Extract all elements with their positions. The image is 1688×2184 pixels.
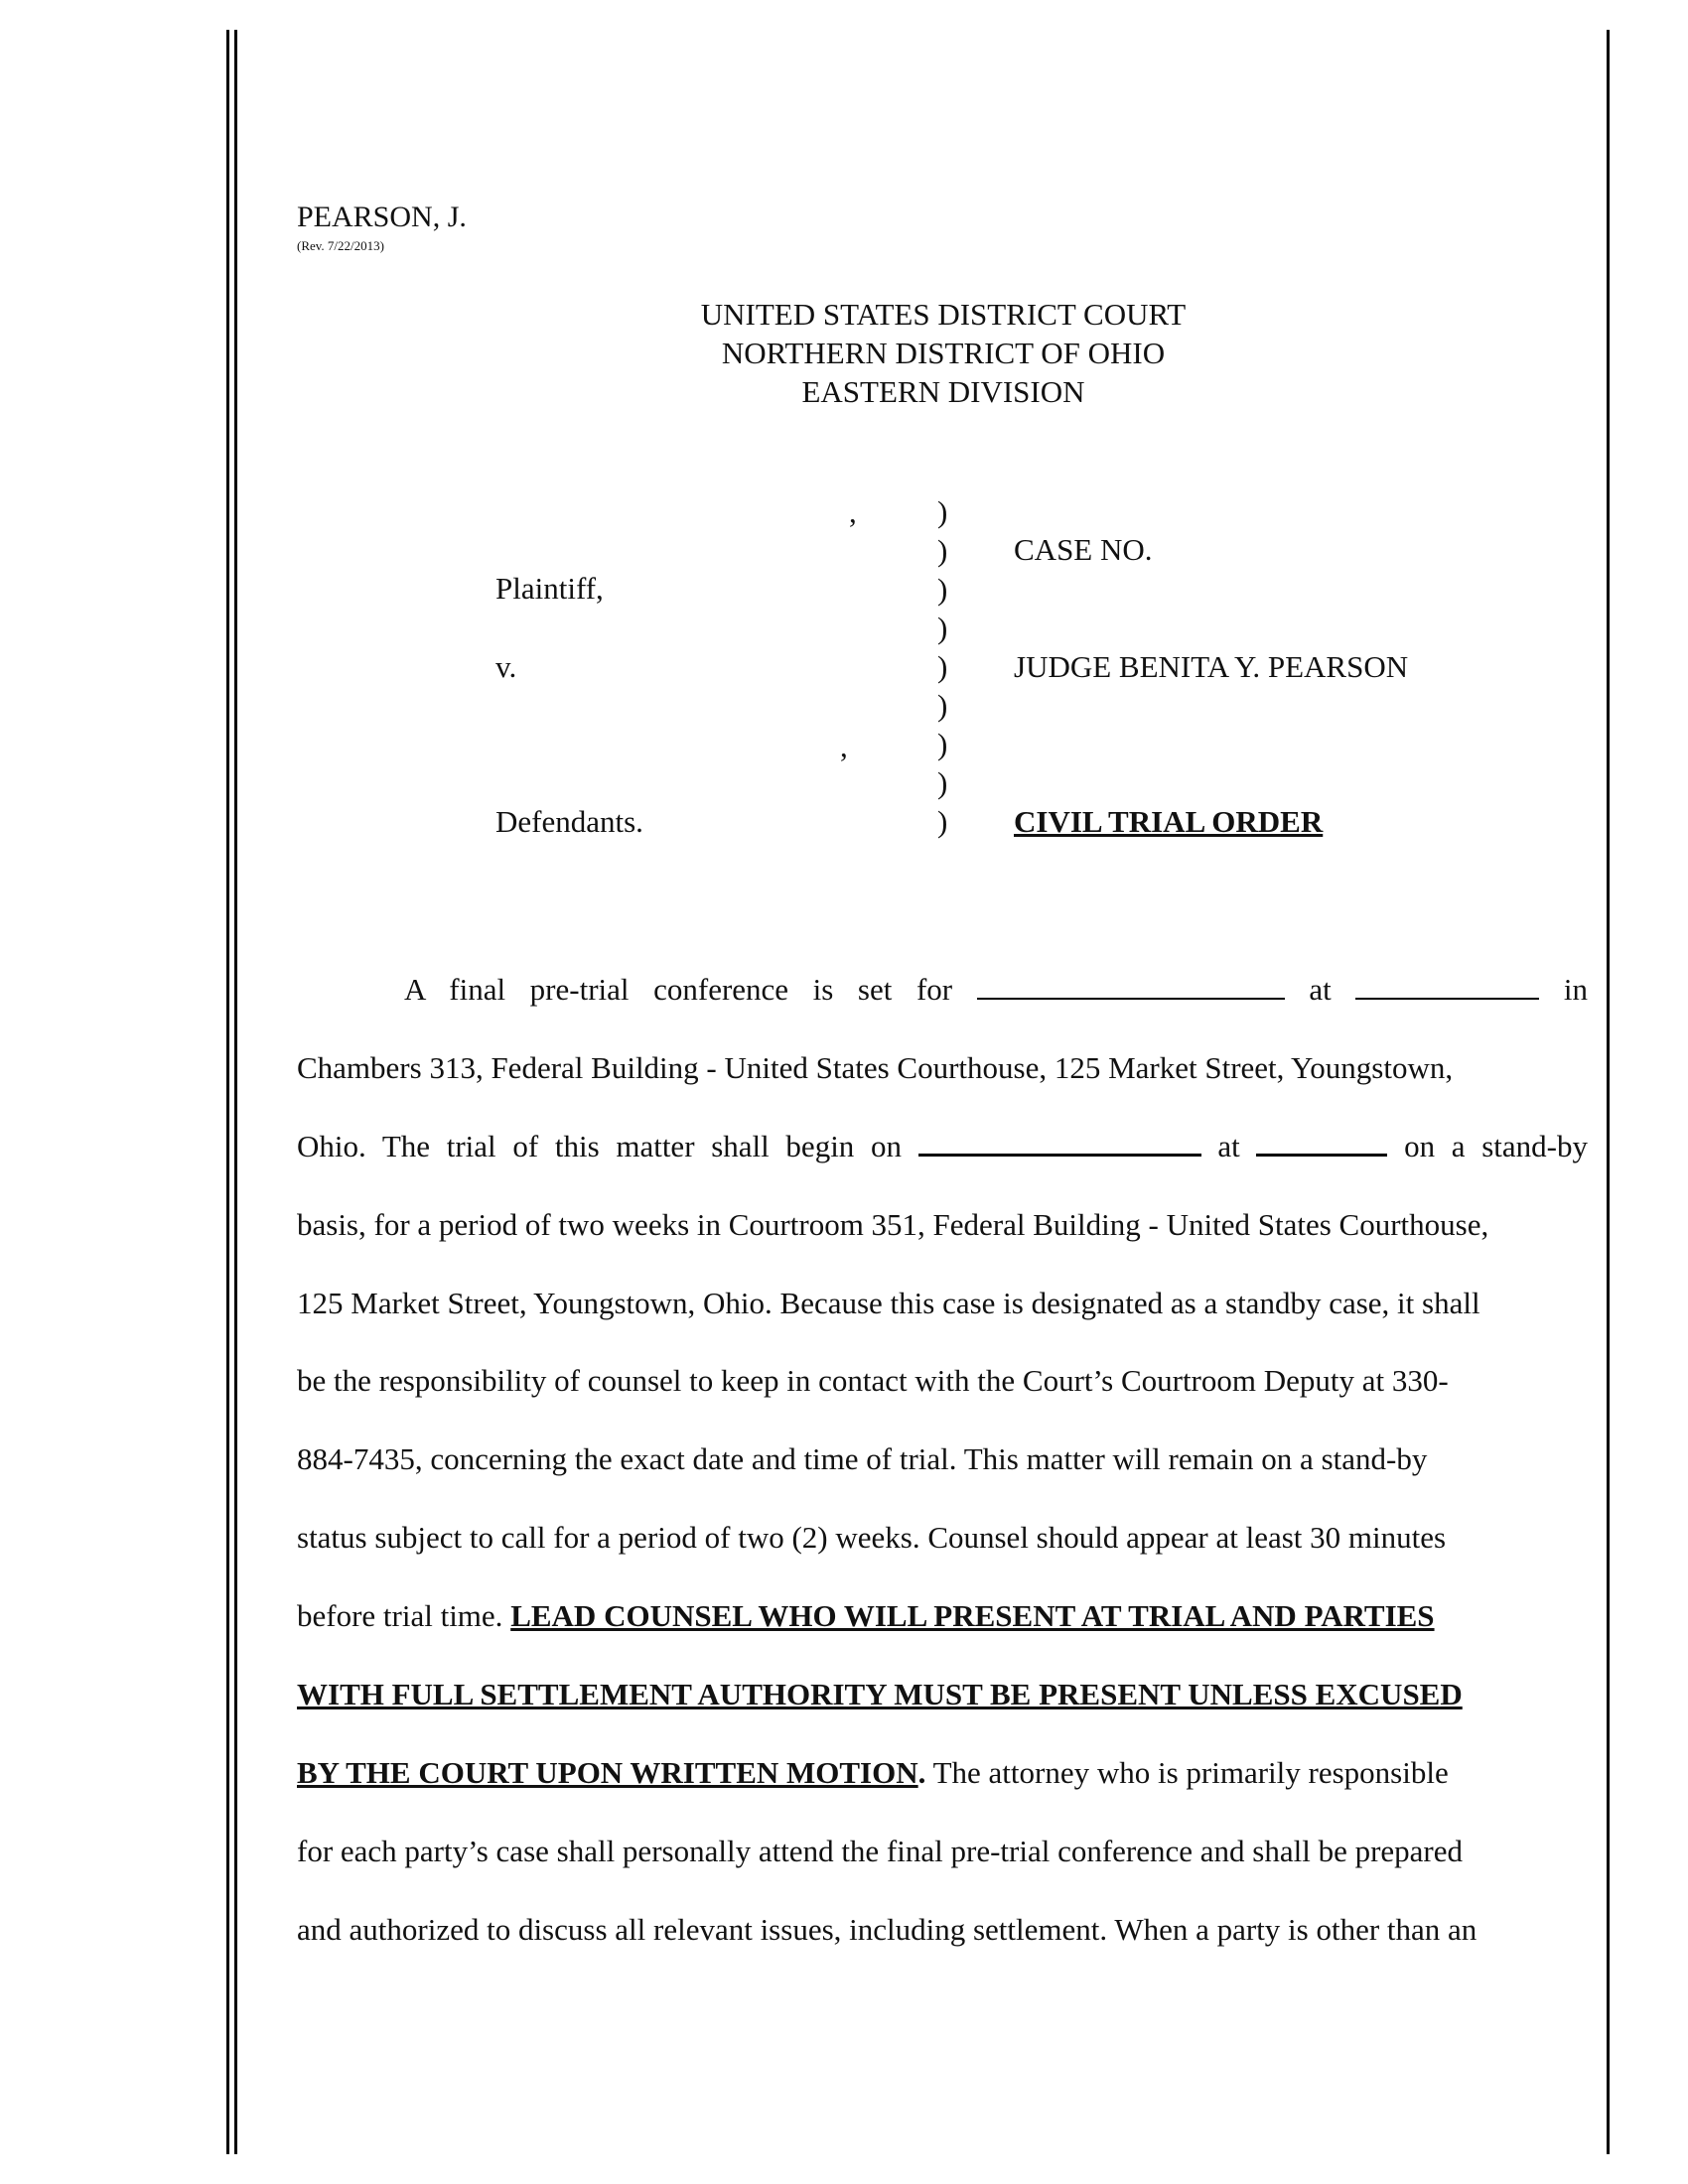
body-line: basis, for a period of two weeks in Courtroom 351, Federal Building - United States Courthouse,	[297, 1206, 1489, 1242]
body-line: and authorized to discuss all relevant issues, including settlement. When a party is other than an	[297, 1911, 1477, 1947]
order-body	[297, 951, 1588, 1970]
body-text: Ohio. The trial of this matter shall begin on	[297, 1128, 902, 1163]
body-text: on a stand-by	[1404, 1128, 1588, 1163]
body-text: at	[1309, 972, 1332, 1007]
body-line: Chambers 313, Federal Building - United States Courthouse, 125 Market Street, Youngstown,	[297, 1049, 1454, 1085]
case-number-label: CASE NO.	[1014, 532, 1153, 567]
judge-initials: PEARSON, J.	[297, 201, 467, 233]
body-line: 125 Market Street, Youngstown, Ohio. Because this case is designated as a standby case, it shall	[297, 1285, 1480, 1320]
revision-date: (Rev. 7/22/2013)	[297, 238, 384, 253]
emphasis-text: LEAD COUNSEL WHO WILL PRESENT AT TRIAL AND PARTIES	[510, 1598, 1435, 1634]
trial-date-blank[interactable]	[918, 1126, 1201, 1157]
court-division: EASTERN DIVISION	[801, 374, 1085, 409]
caption-comma-plaintiff: ,	[849, 494, 857, 529]
caption-paren: )	[937, 611, 948, 645]
caption-comma-defendant: ,	[840, 729, 848, 763]
body-line: status subject to call for a period of two (2) weeks. Counsel should appear at least 30 minutes	[297, 1520, 1447, 1556]
versus-label: v.	[495, 649, 517, 684]
caption-paren: )	[937, 649, 948, 684]
conference-time-blank[interactable]	[1355, 970, 1539, 1000]
emphasis-text: BY THE COURT UPON WRITTEN MOTION	[297, 1754, 918, 1790]
caption-paren: )	[937, 727, 948, 761]
body-text: A final pre-trial conference is set for	[404, 972, 953, 1007]
caption-paren: )	[937, 494, 948, 529]
body-line	[297, 951, 1588, 1029]
court-district: NORTHERN DISTRICT OF OHIO	[721, 336, 1166, 370]
body-line: 884-7435, concerning the exact date and time of trial. This matter will remain on a stand-by	[297, 1441, 1428, 1477]
caption-paren: )	[937, 533, 948, 568]
body-text: The attorney who is primarily responsible	[932, 1754, 1449, 1790]
emphasis-line: WITH FULL SETTLEMENT AUTHORITY MUST BE PRESENT UNLESS EXCUSED	[297, 1677, 1463, 1712]
order-title: CIVIL TRIAL ORDER	[1014, 804, 1324, 839]
body-line	[297, 1108, 1588, 1186]
caption-paren: )	[937, 804, 948, 839]
body-line	[297, 1734, 1588, 1813]
conference-date-blank[interactable]	[977, 970, 1285, 1000]
assigned-judge: JUDGE BENITA Y. PEARSON	[1014, 649, 1409, 684]
body-text: before trial time.	[297, 1598, 503, 1634]
plaintiff-label: Plaintiff,	[495, 571, 604, 606]
caption-paren: )	[937, 688, 948, 723]
caption-paren: )	[937, 765, 948, 800]
body-line: for each party’s case shall personally attend the final pre-trial conference and shall be prepared	[297, 1833, 1464, 1868]
body-line: be the responsibility of counsel to keep in contact with the Court’s Courtroom Deputy at 330-	[297, 1363, 1449, 1399]
caption-paren: )	[937, 572, 948, 607]
emphasis-period: .	[917, 1754, 926, 1790]
defendants-label: Defendants.	[495, 804, 643, 839]
body-text: at	[1217, 1128, 1240, 1163]
trial-time-blank[interactable]	[1256, 1126, 1387, 1157]
court-name: UNITED STATES DISTRICT COURT	[700, 297, 1187, 332]
body-text: in	[1563, 972, 1589, 1007]
body-line	[297, 1577, 1588, 1656]
